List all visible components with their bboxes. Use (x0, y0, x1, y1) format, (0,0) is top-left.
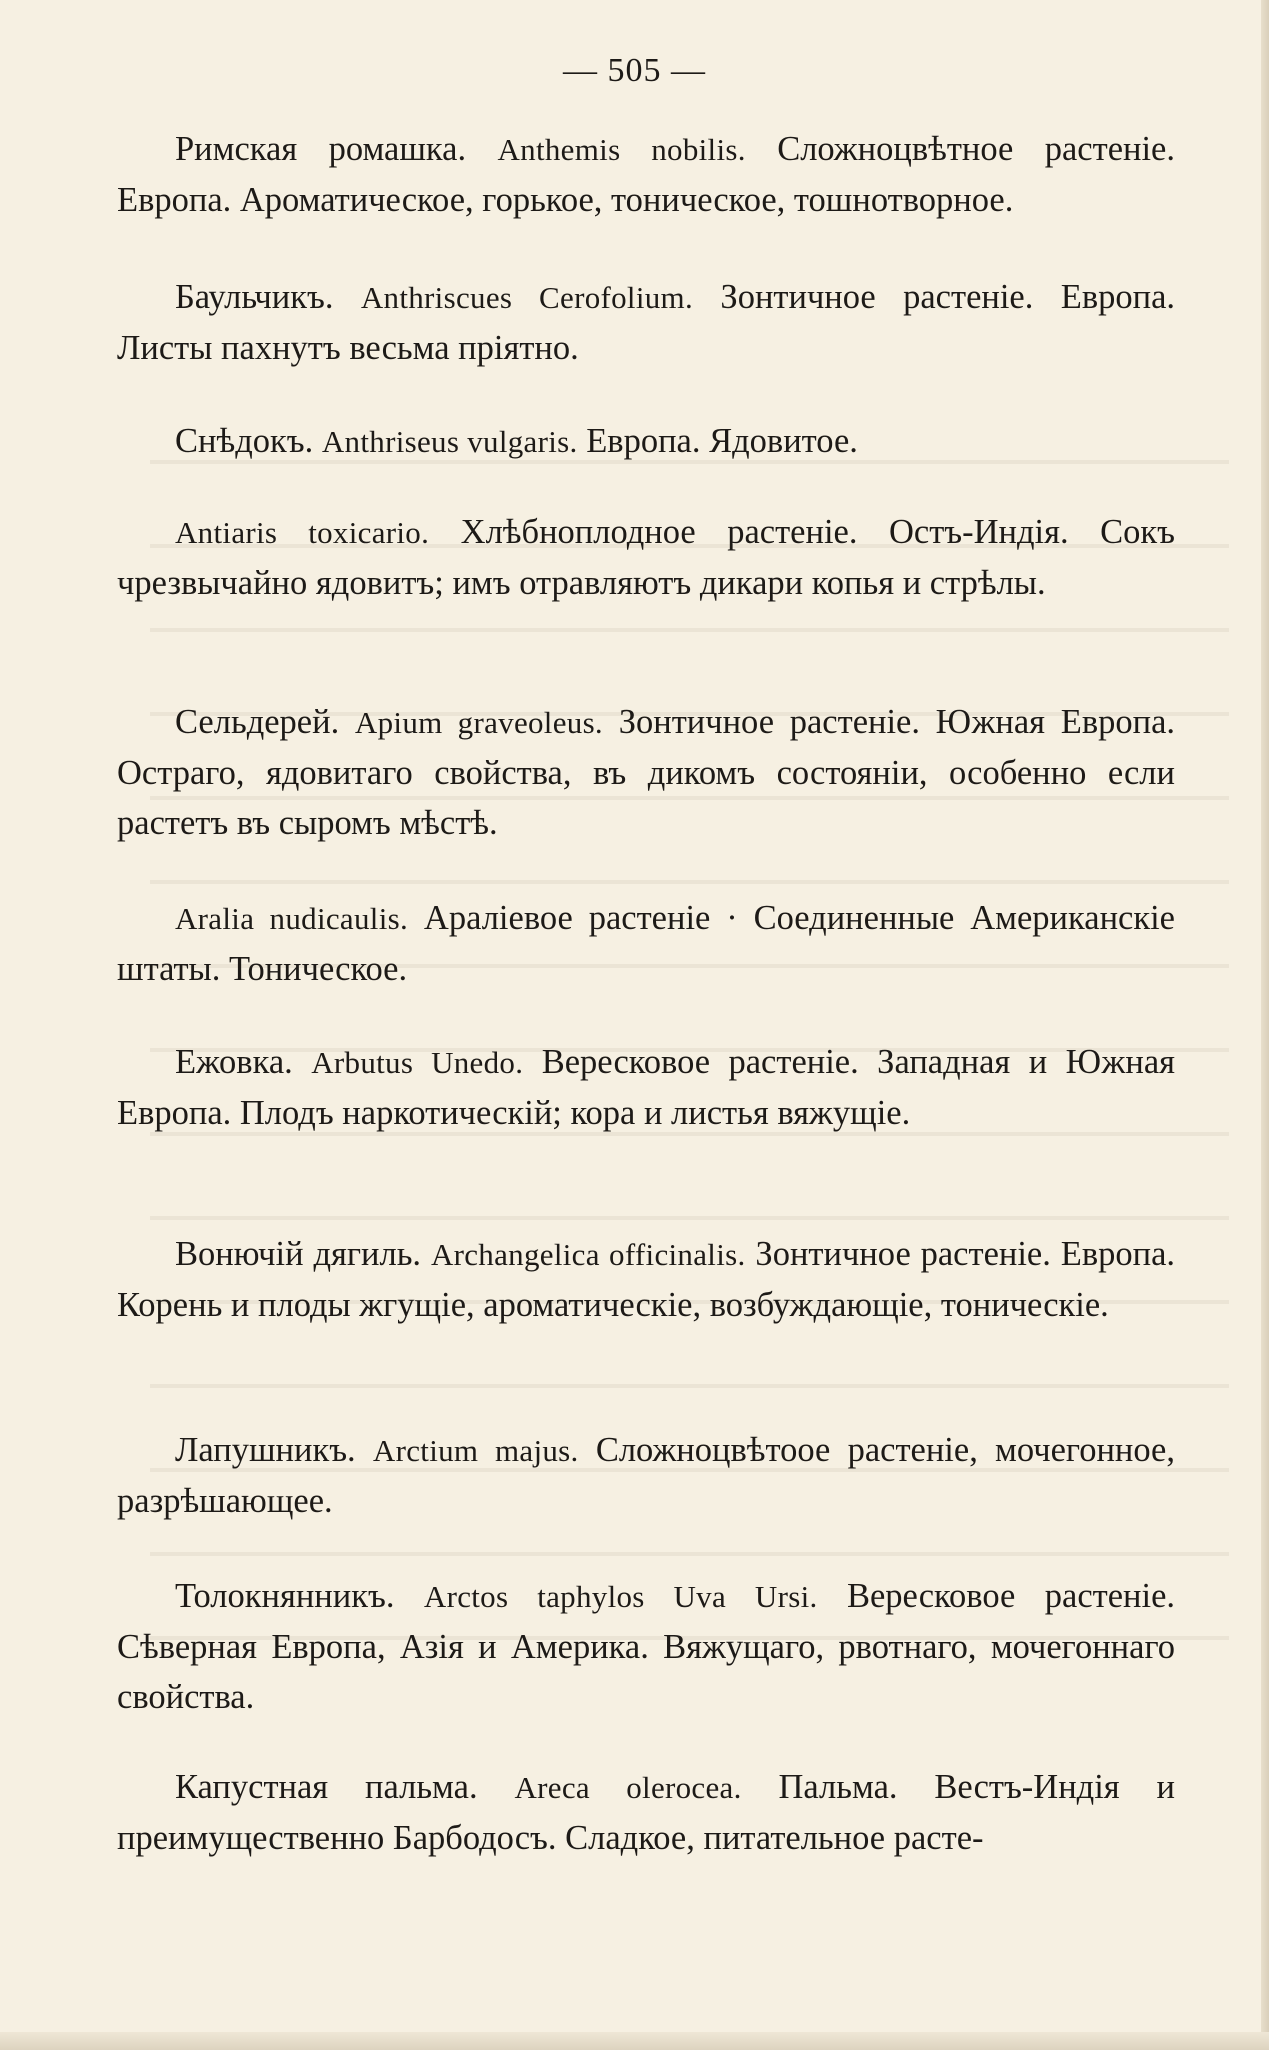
entry-text: Вересковое растеніе. Западная и Южная Европа. Плодъ наркотическій; кора и листья вяжущіе. (117, 1043, 1175, 1132)
entry-name: Толокнянникъ. (175, 1577, 395, 1615)
entry-name: Сельдерей. (175, 703, 340, 741)
entry-text: Араліевое растеніе · Соединенные Американскіе штаты. Тоническое. (117, 899, 1176, 988)
entry-aralia (117, 893, 1175, 994)
entry-roman-chamomile (117, 124, 1175, 225)
entry-arbutus (117, 1037, 1175, 1138)
entry-name: Ежовка. (175, 1043, 293, 1081)
entry-chervil (117, 272, 1175, 373)
entry-arctium (117, 1425, 1175, 1526)
entry-latin: Anthemis nobilis. (497, 132, 746, 167)
entry-name: Снѣдокъ. (175, 422, 314, 460)
entry-latin: Antiaris toxicario. (175, 515, 430, 550)
entry-antiaris (117, 507, 1175, 608)
entry-areca (117, 1762, 1175, 1863)
entry-text: Пальма. Вестъ-Индія и преимущественно Барбодосъ. Сладкое, питательное расте- (117, 1768, 1175, 1857)
entry-latin: Aralia nudicaulis. (175, 901, 409, 936)
entry-arctostaphylos (117, 1571, 1175, 1722)
entry-name: Вонючій дягиль. (175, 1235, 422, 1273)
entry-celery (117, 697, 1175, 848)
entry-latin: Anthriseus vulgaris. (321, 424, 578, 459)
page-number: — 505 — (563, 52, 706, 89)
entry-text: Зонтичное растеніе. Европа. Корень и плоды жгущіе, ароматическіе, возбуждающіе, тоническіе. (117, 1235, 1176, 1324)
entry-latin: Anthriscues Cerofolium. (360, 280, 694, 315)
entry-text: Сложноцвѣтное растеніе. Европа. Ароматическое, горькое, тоническое, тошнотворное. (117, 130, 1175, 219)
entry-archangelica (117, 1229, 1175, 1330)
entry-latin: Arctos taphylos Uva Ursi. (423, 1579, 818, 1614)
entry-latin: Archangelica officinalis. (430, 1237, 746, 1272)
page-edge-bottom (0, 2032, 1269, 2050)
entry-text: Сложноцвѣтоое растеніе, мочегонное, разрѣшающее. (117, 1431, 1175, 1520)
entry-text: Зонтичное растеніе. Европа. Листы пахнутъ весьма пріятно. (117, 278, 1176, 367)
entry-name: Капустная пальма. (175, 1768, 478, 1806)
entry-name: Баульчикъ. (175, 278, 334, 316)
entry-text: Зонтичное растеніе. Южная Европа. Остраго, ядовитаго свойства, въ дикомъ состояніи, особенно если растетъ въ сыромъ мѣстѣ. (117, 703, 1176, 842)
entry-latin: Arctium majus. (372, 1433, 579, 1468)
page-edge (1261, 0, 1269, 2050)
entry-text: Европа. Ядовитое. (586, 422, 858, 460)
entry-name: Римская ромашка. (175, 130, 467, 168)
entry-latin: Arbutus Unedo. (311, 1045, 524, 1080)
entry-text: Хлѣбноплодное растеніе. Остъ-Индія. Сокъ чрезвычайно ядовитъ; имъ отравляютъ дикари копья и стрѣлы. (117, 513, 1175, 602)
entry-text: Вересковое растеніе. Сѣверная Европа, Азія и Америка. Вяжущаго, рвотнаго, мочегоннаго свойства. (117, 1577, 1176, 1716)
entry-latin: Apium graveoleus. (354, 705, 603, 740)
entry-anthriscus-vulgaris (117, 416, 1175, 467)
entry-name: Лапушникъ. (175, 1431, 356, 1469)
entry-latin: Areca olerocea. (514, 1770, 742, 1805)
